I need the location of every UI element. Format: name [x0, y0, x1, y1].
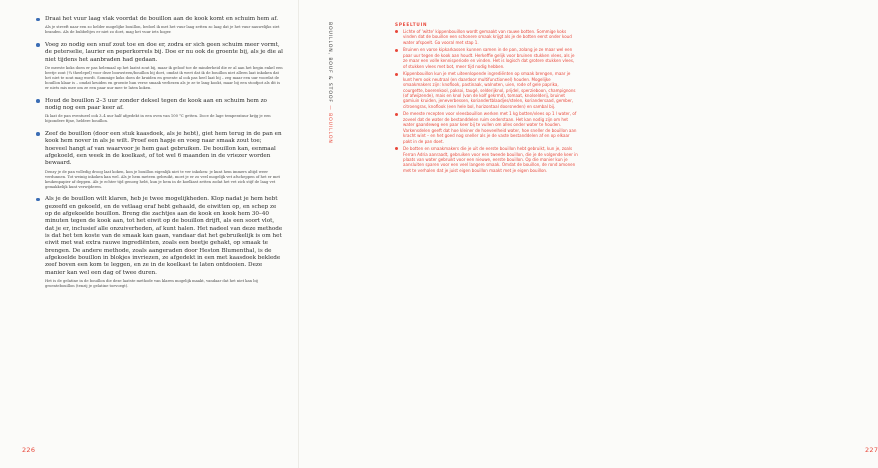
step-main-text: Draai het vuur laag vlak voordat de bouillon aan de kook komt en schuim hem af.: [45, 16, 279, 22]
note-item: [395, 146, 578, 173]
step-bullet: [36, 198, 40, 202]
notes-column: [395, 22, 578, 175]
step-4: [37, 131, 284, 190]
note-item: [395, 29, 578, 45]
note-text: De botten en smaakmakers die je uit de eerste bouillon hebt gebruikt, kun je, zoals Ferran Adria aanraadt, gebruiken voor een tweede bouillon, die je de volgende keer in plaats van water gebruikt voor een nieuwe, eerste bouillon. Op die manier kun je aansluiten sparen voor een veel langere smaak. Omdat de bouillon, de rond amonen met te verhalen dat je juist eigen bouillon maakt met je eigen bouillon.: [403, 146, 578, 173]
step-main-text: Voeg zo nodig een snuf zout toe en doe er, zodra er sich geen schuim meer vormt, de peterselie, laurier en peperkorrels bij. Doe er nu ook de groente bij, als je die al niet tijdens het aanbraden had gedaan.: [45, 41, 283, 63]
recipe-steps: [37, 16, 284, 296]
step-note-text: Denzy je de pan volledig droog laat koken, kon je bouillon eigenlijk niet te ver inkoken: je kunt hem immers altijd weer verdunnen. Tot weinig inkoken kan wel. Als je hem meteen gebruikt, moet je er zo veel mogelijk vet afscheppen of het er met keukenpapier af deppen. Als je echter tijd genoeg hebt, kun je hem in de koelkast zetten zodat het vet zich stijf de laag vet gemakkelijk kunt verwijderen.: [45, 169, 281, 189]
note-text: Lichte of 'witte' kippenbouillon wordt gemaakt van rauwe botten. Sommige koks vinden dat de bouillon een schonere smaak krijgt als je de botten eerst onder koud water afspoelt. Ga vooral met stap 1.: [403, 29, 572, 45]
step-bullet: [36, 99, 40, 103]
note-bullet: [395, 73, 398, 76]
step-5: [37, 196, 284, 289]
note-text: Bruinen en varse kipkarkassen kunnen samen in de pan, zolang je ze maar wel een paar uur tegen de kook aan houdt. Herkeffie gelijk voor bruinen stukken vlees, als je ze maar een volle kennisperiode en vinden. Het is logisch dat grotere stukken vlees, of stukken vlees met bot, meer tijd nodig hebben.: [403, 47, 575, 69]
gutter-divider: [298, 0, 299, 468]
page-number-right: 227: [865, 446, 878, 454]
note-bullet: [395, 30, 398, 33]
note-text: De meeste recepten voor vleesbouillon werken met 1 kg botten/vlees op 1 l water, of zoveel dat de water de bestanddelen ruim onderstaan. Het kan nodig zijn om het water gaandeweg een paar keer bij te vullen om alles onder water te houden. Varkensdelen geeft dat hoe kleiner de hoeveelheid water, hoe sneller de bouillon aan kracht wint – en het goed nog sneller als je de vaste bestanddelen af en op elkaar pakt in de pan doet.: [403, 111, 577, 144]
step-bullet: [36, 18, 40, 22]
note-bullet: [395, 113, 398, 116]
note-text: Kippenbouillon kun je met uiteenlopende ingrediënten op smaak brengen, maar je kunt hem ook neutraal (en daardoor multifunctioneel) houden. Mogelijke smaakmakers zijn: knoflook, pastinaak, walnoten, uien, rode of gele paprika, courgette, boerenkool, paksoi, taugé, selderijknol, prijdel, sperzieboon, champignons (of afwijzende), mais en knol (van de kolf gekrmd), tomaat, knolselderij, bruinet gamiuin kruiden, jeneverbessen, koriandertblaadjes/stelen, koriandersaad, gember, citroengras, knoflook (een hele bol, horizontaal doorsneden) en sambal bij.: [403, 71, 576, 109]
step-bullet: [36, 132, 40, 136]
step-main-text: Zeef de bouillon (door een stuk kaasdoek, als je hebt), giet hem terug in de pan en kook hem nover in als je wilt. Proef een hapje en voeg naar smaak zout toe; hoeveel hangt af van waarvoor je hem gaat gebruiken. De bouillon kan, eenmaal afgekoeld, een week in de koelkast, of tot wel 6 maanden in de vriezer worden bewaard.: [45, 130, 282, 167]
step-2: [37, 42, 284, 91]
note-item: [395, 71, 578, 109]
step-note-text: Als je streeft naar een zo helder mogelijke bouillon, bedoel ik met het vuur laag zetten zo laag dat je het vuur nauwelijks ziet branden. Als de bubbeltjes er niet zo doet, mag het vuur iets hoger.: [45, 25, 280, 35]
step-note-text: Ik laat de pan eventueel ook 3–4 uur half afgedekt in een oven van 100 °C getten. Doce de lage temperatuur krijg je een bijzondere fijne, heldere bouillon.: [45, 114, 271, 124]
step-1: [37, 16, 284, 35]
left-page: [0, 0, 300, 468]
note-bullet: [395, 49, 398, 52]
running-head-section: — BOUILLON: [327, 105, 332, 144]
note-bullet: [395, 147, 398, 150]
notes-heading: SPEELTUIN: [395, 22, 428, 27]
step-bullet: [36, 43, 40, 47]
note-item: [395, 47, 578, 69]
step-note-text: Het is de gelatine in de bouillon die deze laatste methode van klaren mogelijk maakt, vandaar dat het niet kan bij groentebouillon (tenzij je gelatine toevoegt).: [45, 279, 258, 289]
note-item: [395, 111, 578, 144]
step-3: [37, 98, 284, 125]
step-main-text: Houd de bouillon 2–3 uur zonder deksel tegen de kook aan en schuim hem zo nodig nog een paar keer af.: [45, 97, 267, 112]
running-head-title: BOUILLON, BOUF & STOOF: [327, 22, 332, 103]
page-number-left: 226: [22, 446, 36, 454]
step-main-text: Als je de bouillon wilt klaren, heb je twee mogelijkheden. Klop nadat je hem hebt gezeefd en gekoeld, en de vetlaag eraf hebt gehaald, de eiwitten op, en schep ze op de afgekoelde bouillon. Breng die zachtjes aan de kook en kook hem 30–40 minuten tegen de kook aan, tot het eiwit op de bouillon drijft, als een soort vlot, dat je er, inclusief alle onzuiverheden, af kunt halen. Het nadeel van deze methode is dat het ten koste van de smaak kan gaan, vandaar dat het gebruikelijk is om het eiwit met wat extra rauwe ingrediënten, zoals een beetje gehakt, op smaak te brengen. De andere methode, zoals aangeraden door Heston Blumenthal, is de afgekoelde bouillon in blokjes invriezen, ze afgedekt in een met kaasdoek beklede zeef boven een kom te leggen, en ze in de koelkast te laten ontdooien. Deze manier kan wel een dag of twee duren.: [45, 196, 283, 276]
step-note-text: De meeste koks doen er pas helemaal op het laatst zout bij, maar ik geloof toe de minderheid die er al aan het begin enkel een beetje zout (¼ theelepel) voor deze bouwsteen/bouillon bij doet, omdat ik weet dat ik de bouillon niet alleen laat inkoken dat het niet te zout mag wordt. Sommige koks doen de kruiden en groente al ook pas heel laat bij – zeg maar een uur voordat de bouillon klaar is – omdat kruiden en groente hun verse smaak verliezen als je ze te lang kookt, maar bij een stoofpot als dit is er niets mis mee om ze een paar uur mee te laten koken.: [45, 65, 283, 91]
